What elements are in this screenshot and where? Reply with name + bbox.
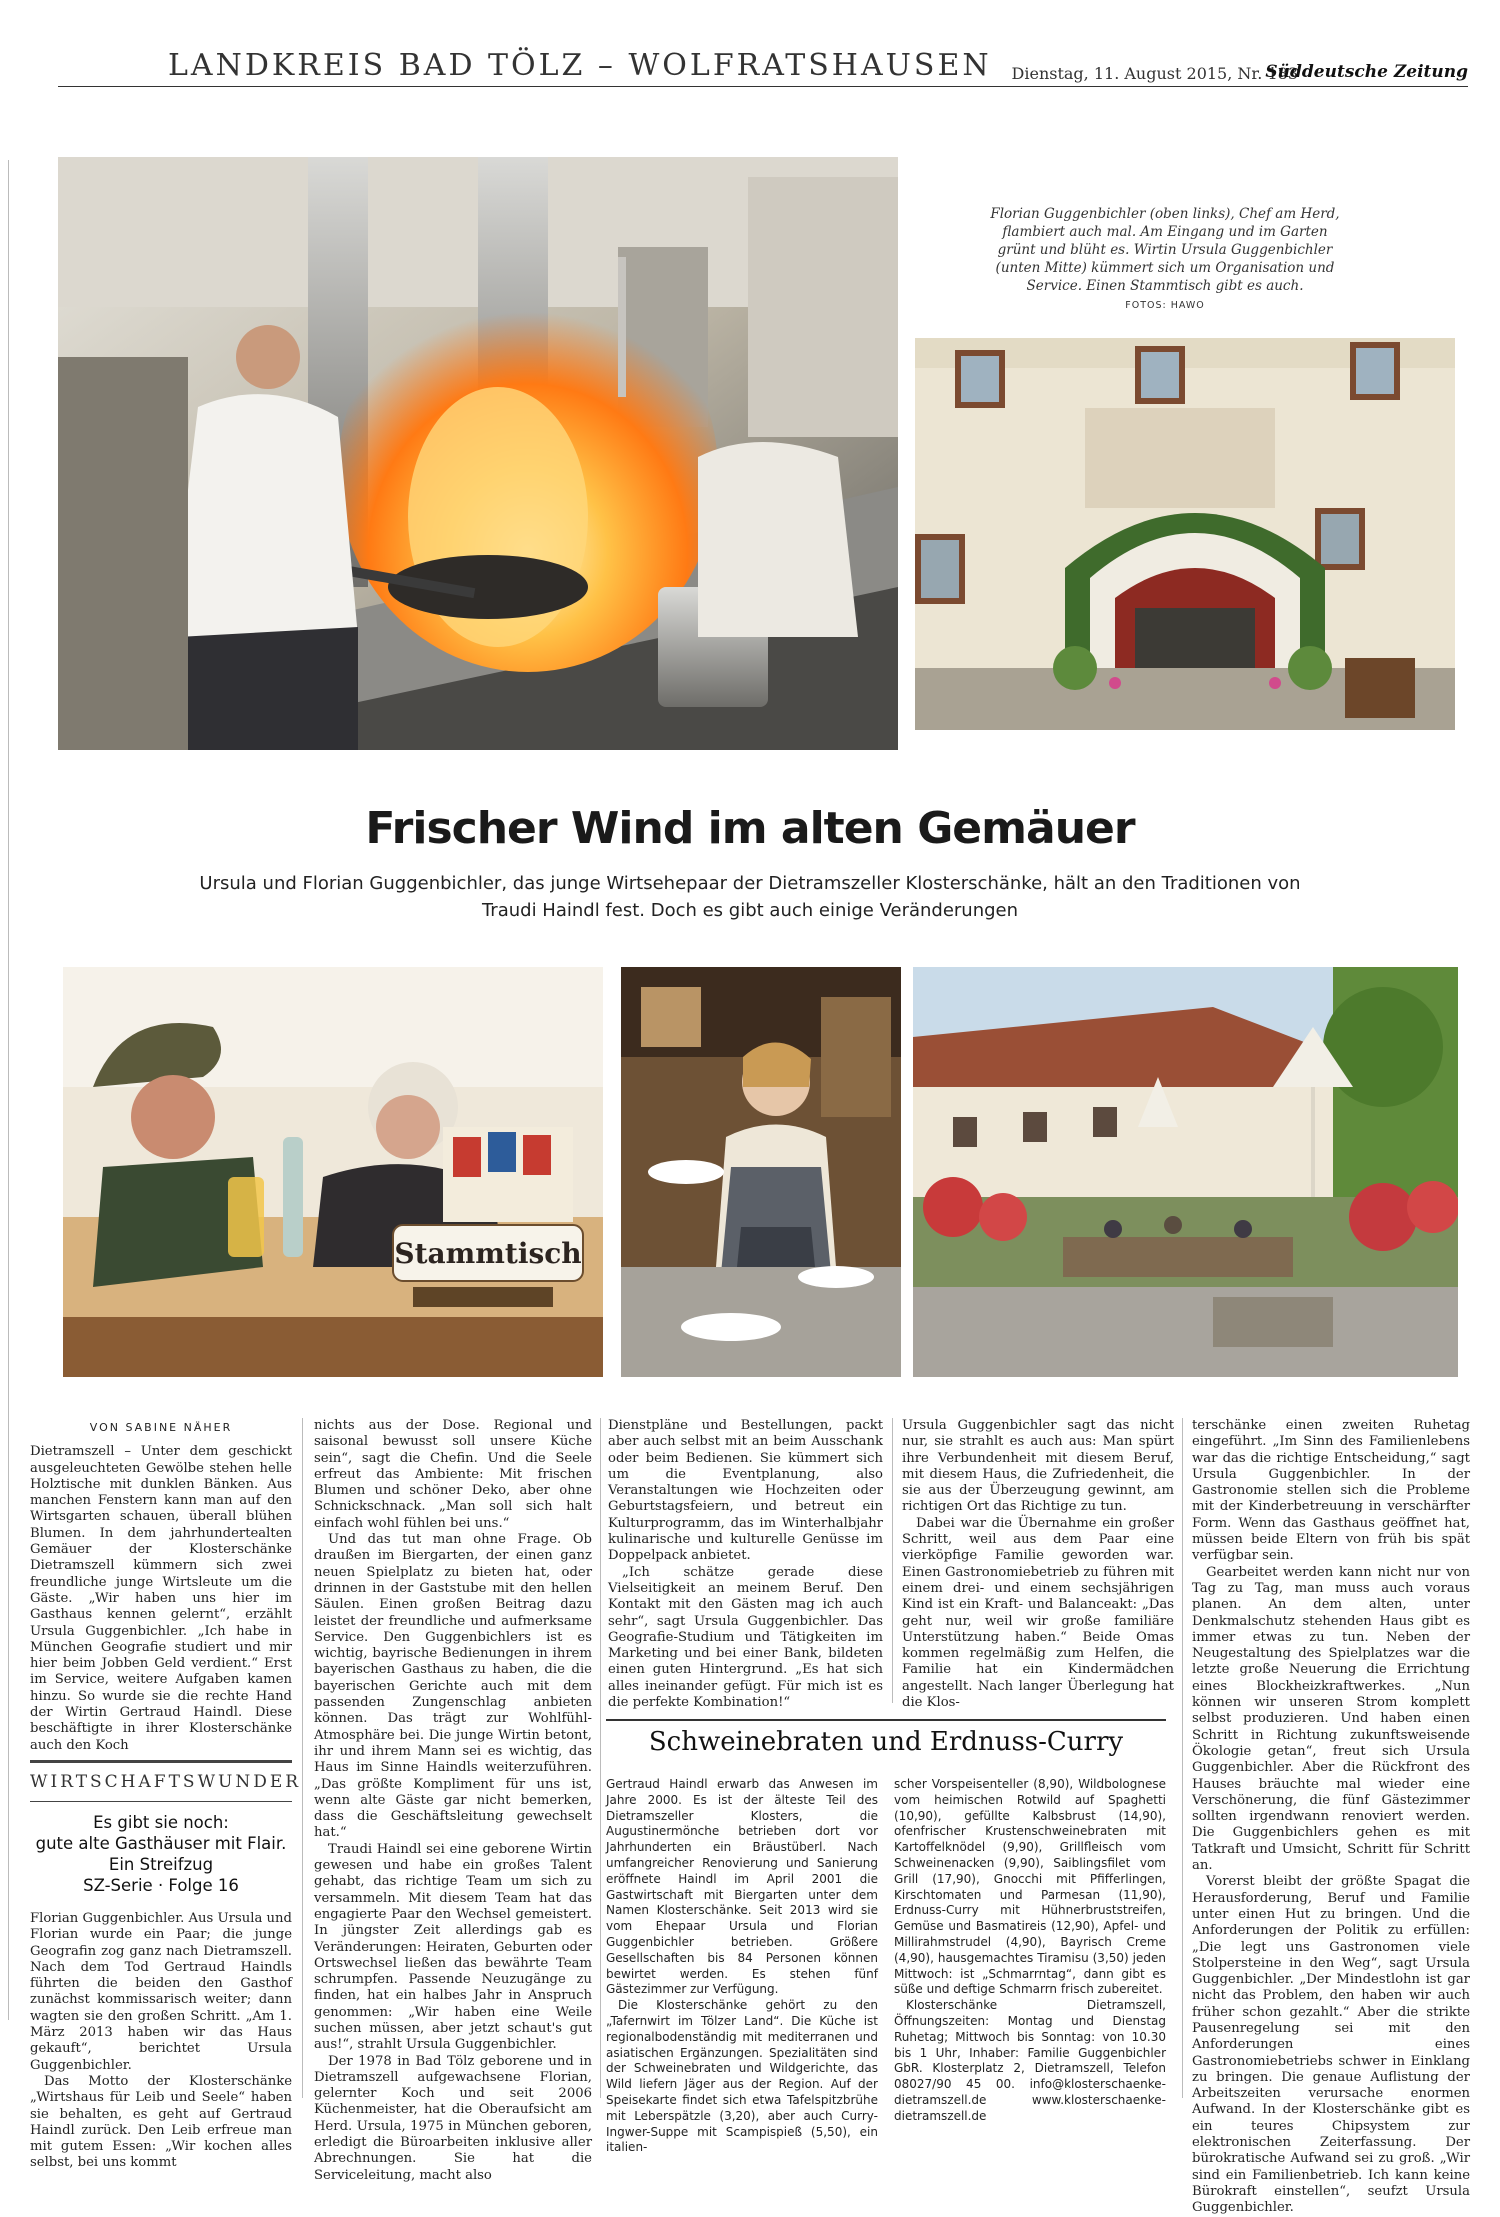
info-box-column-left	[606, 1777, 878, 2156]
paragraph: terschänke einen zweiten Ruhetag eingeführt. „Im Sinn des Familienlebens war das die richtige Entscheidung,“ sagt Ursula Guggenbichler. In der Gastronomie stellen sich die Probleme mit der Kinderbetreuung in verschärfter Form. Wenn das Gasthaus geöffnet hat, müssen beide Eltern von früh bis spät verfügbar sein.	[1192, 1418, 1470, 1564]
photo-beer-garden	[913, 967, 1458, 1377]
column-rule	[600, 1418, 601, 2098]
paragraph: Gertraud Haindl erwarb das Anwesen im Jahre 2000. Es ist der älteste Teil des Dietramszeller Klosters, die Augustinermönche betrieben dort vor Jahrhunderten ein Bräustüberl. Nach umfangreicher Renovierung und Sanierung eröffnete Haindl im April 2001 die Gastwirtschaft mit Biergarten unter dem Namen Klosterschänke. Seit 2013 wird sie vom Ehepaar Ursula und Florian Guggenbichler betrieben. Größere Gesellschaften bis 84 Personen können bewirtet werden. Es stehen fünf Gästezimmer zur Verfügung.	[606, 1777, 878, 1997]
article-column-2	[314, 1418, 592, 2184]
series-teaser	[30, 1812, 292, 1896]
section-title: LANDKREIS BAD TÖLZ – WOLFRATSHAUSEN	[168, 48, 992, 83]
info-box	[606, 1715, 1166, 2155]
article-column-4	[902, 1418, 1174, 1711]
paragraph: Die Klosterschänke gehört zu den „Tafernwirt im Tölzer Land“. Die Küche ist regionalbodenständig mit mediterranen und asiatischen Ergänzungen. Spezialitäten sind der Schweinebraten und Wildgerichte, das Wild liefern Jäger aus der Region. Auf der Speisekarte findet sich etwa Tafelspitzbrühe mit Leberspätzle (3,20), aber auch Curry-Ingwer-Suppe mit Scampispieß (5,50), ein italien-	[606, 1998, 878, 2155]
series-line: SZ-Serie · Folge 16	[83, 1876, 239, 1895]
paragraph: Klosterschänke Dietramszell, Öffnungszeiten: Montag und Dienstag Ruhetag; Mittwoch bis Sonntag: von 10.30 bis 1 Uhr, Inhaber: Familie Guggenbichler GbR. Klosterplatz 2, Dietramszell, Telefon 08027/90 45 00. info@klosterschaenke-dietramszell.de www.klosterschaenke-dietramszell.de	[894, 1998, 1166, 2123]
paragraph: nichts aus der Dose. Regional und saisonal bewusst soll unsere Küche sein“, sagt die Chefin. Und die Seele erfreut das Ambiente: Mit frischen Blumen und schöner Deko, aber ohne Schnickschnack. „Man soll sich halt einfach wohl fühlen bei uns.“	[314, 1418, 592, 1531]
series-label: WIRTSCHAFTSWUNDER	[30, 1760, 292, 1802]
paragraph: Der 1978 in Bad Tölz geborene und in Dietramszell aufgewachsene Florian, gelernter Koch und seit 2006 Küchenmeister, hat die Oberaufsicht am Herd. Ursula, 1975 in München geboren, erledigt die Büroarbeiten inklusive aller Abrechnungen. Sie hat die Serviceleitung, macht also	[314, 2053, 592, 2183]
column-rule	[892, 1418, 893, 1703]
column-rule	[1182, 1418, 1183, 2098]
issue-date: Dienstag, 11. August 2015, Nr. 183	[1011, 64, 1298, 83]
photo-caption	[990, 205, 1340, 315]
info-box-title: Schweinebraten und Erdnuss-Curry	[648, 1727, 1124, 1757]
newspaper-logo: Süddeutsche Zeitung	[1265, 62, 1468, 82]
column-rule	[302, 1418, 303, 2098]
info-box-column-right	[894, 1777, 1166, 2125]
caption-text: Florian Guggenbichler (oben links), Chef am Herd, flambiert auch mal. Am Eingang und im Garten grünt und blüht es. Wirtin Ursula Guggenbichler (unten Mitte) kümmert sich um Organisation und Service. Einen Stammtisch gibt es auch.	[990, 206, 1340, 294]
paragraph: Florian Guggenbichler. Aus Ursula und Florian wurde ein Paar; die junge Geografin zog ganz nach Dietramszell. Nach dem Tod Gertraud Haindls führten die beiden den Gasthof zunächst kommissarisch weiter; dann wagten sie den großen Schritt. „Am 1. März 2013 haben wir das Haus gekauft“, berichtet Ursula Guggenbichler.	[30, 1911, 292, 2073]
article-column-1-continued	[30, 1911, 292, 2172]
photo-credit: FOTOS: HAWO	[1125, 300, 1205, 311]
paragraph: Vorerst bleibt der größte Spagat die Herausforderung, Beruf und Familie unter einen Hut zu bringen. Und die Anforderungen der Politik zu erfüllen: „Die legt uns Gastronomen viele Stolpersteine in den Weg“, sagt Ursula Guggenbichler. „Der Mindestlohn ist gar nicht das Problem, den haben wir auch früher schon gezahlt.“ Aber die strikte Pausenregelung sei mit den Anforderungen eines Gastronomiebetriebs schwer in Einklang zu bringen. Die genaue Auflistung der Arbeitszeiten verursache enormen Aufwand. In der Klosterschänke gibt es ein teures Chipsystem zur elektronischen Zeiterfassung. Der bürokratische Aufwand sei zu groß. „Wir sind ein Familienbetrieb. Ich kann keine Bürokraft einstellen“, seufzt Ursula Guggenbichler.	[1192, 1874, 1470, 2216]
box-top-rule	[606, 1719, 1166, 1721]
paragraph: Dienstpläne und Bestellungen, packt aber auch selbst mit an beim Ausschank oder beim Bedienen. Sie kümmert sich um die Eventplanung, also Veranstaltungen wie Hochzeiten oder Geburtstagsfeiern, und betreut ein Kulturprogramm, das im Winterhalbjahr kulinarische und kulturelle Genüsse im Doppelpack anbietet.	[608, 1418, 883, 1564]
photo-hostess	[621, 967, 901, 1377]
stammtisch-sign: Stammtisch	[394, 1237, 582, 1270]
article-column-1	[30, 1418, 292, 1754]
series-line: gute alte Gasthäuser mit Flair.	[35, 1834, 287, 1853]
photo-entrance-facade	[915, 338, 1455, 730]
paragraph: Dietramszell – Unter dem geschickt ausgeleuchteten Gewölbe stehen helle Holztische mit dunklen Bänken. Aus manchen Fenstern kann man auf den Wirtsgarten schauen, überall blühen Blumen. In dem jahrhundertealten Gemäuer der Klosterschänke Dietramszell kümmern sich zwei freundliche junge Wirtsleute um die Gäste. „Wir haben uns hier im Gasthaus kennen gelernt“, erzählt Ursula Guggenbichler. „Ich habe in München Geografie studiert und mir hier beim Jobben Geld verdient.“ Erst im Service, weitere Aufgaben kamen hinzu. So wurde sie die rechte Hand der Wirtin Gertraud Haindl. Diese beschäftigte in ihrer Klosterschänke auch den Koch	[30, 1444, 292, 1753]
paragraph: Gearbeitet werden kann nicht nur von Tag zu Tag, man muss auch voraus planen. An dem alten, unter Denkmalschutz stehenden Haus gibt es immer etwas zu tun. Neben der Neugestaltung des Spielplatzes war die letzte große Neuerung die Errichtung eines Blockheizkraftwerkes. „Nun können wir unseren Strom komplett selbst produzieren. Und haben einen Schritt in Richtung zukunftsweisende Ökologie getan“, freut sich Ursula Guggenbichler. Aber die Rückfront des Hauses bräuchte mal wieder eine Verschönerung, die fünf Gästezimmer sollten irgendwann renoviert werden. Die Guggenbichlers gehen es mit Tatkraft und Umsicht, Schritt für Schritt an.	[1192, 1564, 1470, 1874]
paragraph: Traudi Haindl sei eine geborene Wirtin gewesen und habe ein großes Talent gehabt, das richtige Team um sich zu versammeln. Mit diesem Team hat das engagierte Paar den Wechsel gemeistert. In jüngster Zeit allerdings gab es Veränderungen: Heiraten, Geburten oder Ortswechsel ließen das bewährte Team schrumpfen. Passende Neuzugänge zu finden, hat ein halbes Jahr in Anspruch genommen: „Wir haben eine Weile suchen müssen, aber jetzt schaut's gut aus!“, strahlt Ursula Guggenbichler.	[314, 1841, 592, 2053]
masthead	[58, 38, 1468, 87]
paragraph: „Ich schätze gerade diese Vielseitigkeit an meinem Beruf. Den Kontakt mit den Gästen mag ich auch sehr“, sagt Ursula Guggenbichler. Das Geografie-Studium und Tätigkeiten im Marketing und bei einer Bank, bildeten einen guten Hintergrund. „Es hat sich alles ineinander gefügt. Für mich ist es die perfekte Kombination!“	[608, 1564, 883, 1711]
photo-stammtisch	[63, 967, 603, 1377]
paragraph: Ursula Guggenbichler sagt das nicht nur, sie strahlt es auch aus: Man spürt ihre Verbundenheit mit diesem Beruf, mit diesem Haus, die Zufriedenheit, die sie aus der Überzeugung gewinnt, am richtigen Ort das Richtige zu tun.	[902, 1418, 1174, 1515]
byline: VON SABINE NÄHER	[89, 1421, 233, 1434]
paragraph: Und das tut man ohne Frage. Ob draußen im Biergarten, der einen ganz neuen Spielplatz zu bieten hat, oder drinnen in der Gaststube mit den hellen Säulen. Einen großen Beitrag dazu leistet der freundliche und aufmerksame Service. Den Guggenbichlers ist es wichtig, bayrische Bedienungen in ihrem bayerischen Gasthaus zu haben, die die bayerischen Gerichte auch mit dem passenden Zungenschlag anbieten können. Das trägt zur Wohlfühl-Atmosphäre bei. Die junge Wirtin betont, ihr und ihrem Mann sei es wichtig, das Haus im Sinne Haindls weiterzuführen. „Das größte Kompliment für uns ist, wenn alte Gäste gar nicht bemerken, dass die Geschäftsleitung gewechselt hat.“	[314, 1532, 592, 1841]
series-line: Es gibt sie noch:	[93, 1813, 229, 1832]
paragraph: Das Motto der Klosterschänke „Wirtshaus für Leib und Seele“ haben sie behalten, es geht auf Gertraud Haindl zurück. Den Leib erfreue man mit gutem Essen: „Wir kochen alles selbst, bei uns kommt	[30, 2073, 292, 2171]
photo-kitchen-flambe	[58, 157, 898, 750]
series-line: Ein Streifzug	[108, 1855, 214, 1874]
paragraph: scher Vorspeisenteller (8,90), Wildbolognese vom heimischen Rotwild auf Spaghetti (10,90), gefüllte Kalbsbrust (14,90), ofenfrischer Krustenschweinebraten mit Kartoffelknödel (9,90), Grillfleisch vom Schweinenacken (9,90), Saiblingsfilet vom Grill (17,90), Gnocchi mit Pfifferlingen, Kirschtomaten und Parmesan (11,90), Erdnuss-Curry mit Hühnerbruststreifen, Gemüse und Basmatireis (12,90), Apfel- und Millirahmstrudel (4,90), Bayrisch Creme (4,90), hausgemachtes Tiramisu (3,50) jeden Mittwoch: ist „Schmarrntag“, dann gibt es süße und deftige Schmarrn frisch zubereitet.	[894, 1777, 1166, 1997]
margin-rule	[8, 160, 9, 2020]
article-column-5	[1192, 1418, 1470, 2217]
paragraph: Dabei war die Übernahme ein großer Schritt, weil aus dem Paar eine vierköpfige Familie geworden war. Einen Gastronomiebetrieb zu führen mit einem drei- und einem sechsjährigen Kind ist ein Kraft- und Balanceakt: „Das geht nur, weil wir große familiäre Unterstützung haben.“ Beide Omas kommen regelmäßig zum Helfen, die Familie hat ein Kindermädchen angestellt. Nach langer Überlegung hat die Klos-	[902, 1515, 1174, 1711]
article-column-3	[608, 1418, 883, 1711]
headline: Frischer Wind im alten Gemäuer	[365, 803, 1135, 854]
subheadline: Ursula und Florian Guggenbichler, das junge Wirtsehepaar der Dietramszeller Klosterschänke, hält an den Traditionen von Traudi Haindl fest. Doch es gibt auch einige Veränderungen	[199, 873, 1301, 921]
